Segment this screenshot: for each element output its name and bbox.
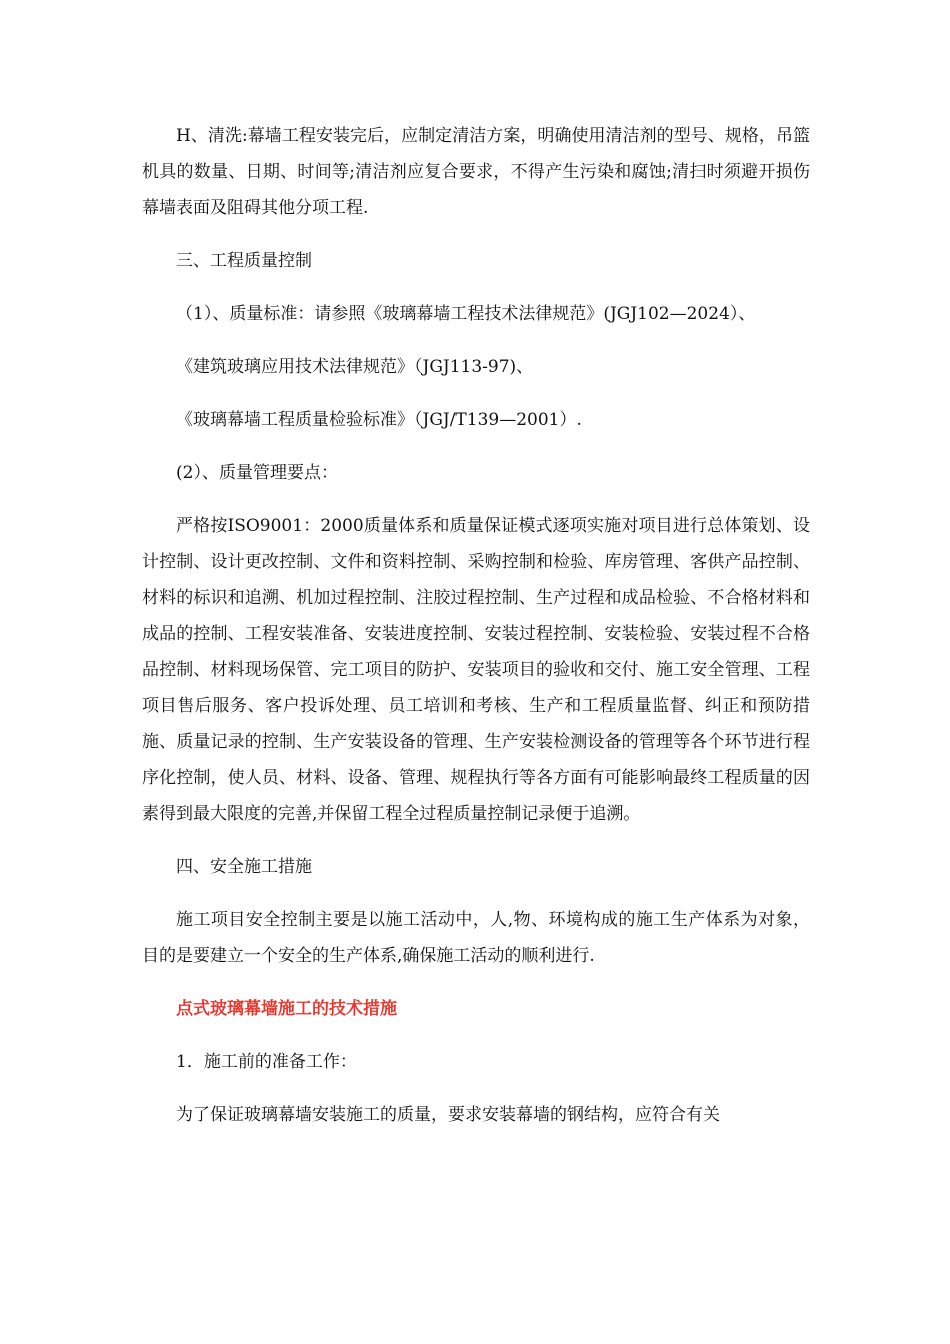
quality-points-title: (2）、质量管理要点： (176, 463, 338, 483)
section-4-title: 四、安全施工措施 (176, 857, 312, 877)
preparation-title: 1．施工前的准备工作： (176, 1052, 357, 1072)
quality-standard-paragraph: （1）、质量标准：请参照《玻璃幕墙工程技术法律规范》(JGJ102—2024）、 (176, 304, 756, 324)
cleaning-paragraph: H、清洗:幕墙工程安装完后，应制定清洁方案，明确使用清洁剂的型号、规格，吊篮机具的数量、日期、时间等;清洁剂应复合要求，不得产生污染和腐蚀;清扫时须避开损伤幕墙表面及阻碍其他分项工程. (142, 126, 810, 218)
section-3-title: 三、工程质量控制 (176, 251, 312, 271)
document-page (142, 118, 810, 1133)
standard-inspection: 《玻璃幕墙工程质量检验标准》（JGJ/T139—2001）. (176, 410, 582, 430)
quality-points-body: 严格按ISO9001：2000质量体系和质量保证模式逐项实施对项目进行总体策划、设计控制、设计更改控制、文件和资料控制、采购控制和检验、库房管理、客供产品控制、材料的标识和追溯、机加过程控制、注胶过程控制、生产过程和成品检验、不合格材料和成品的控制、工程安装准备、安装进度控制、安装过程控制、安装检验、安装过程不合格品控制、材料现场保管、完工项目的防护、安装项目的验收和交付、施工安全管理、工程项目售后服务、客户投诉处理、员工培训和考核、生产和工程质量监督、纠正和预防措施、质量记录的控制、生产安装设备的管理、生产安装检测设备的管理等各个环节进行程序化控制，使人员、材料、设备、管理、规程执行等各方面有可能影响最终工程质量的因素得到最大限度的完善,并保留工程全过程质量控制记录便于追溯。 (142, 516, 810, 824)
preparation-paragraph: 为了保证玻璃幕墙安装施工的质量，要求安装幕墙的钢结构，应符合有关 (176, 1105, 720, 1125)
red-section-heading: 点式玻璃幕墙施工的技术措施 (176, 999, 397, 1019)
standard-building-glass: 《建筑玻璃应用技术法律规范》（JGJ113-97)、 (176, 357, 534, 377)
safety-paragraph: 施工项目安全控制主要是以施工活动中，人,物、环境构成的施工生产体系为对象，目的是要建立一个安全的生产体系,确保施工活动的顺利进行. (142, 910, 810, 966)
